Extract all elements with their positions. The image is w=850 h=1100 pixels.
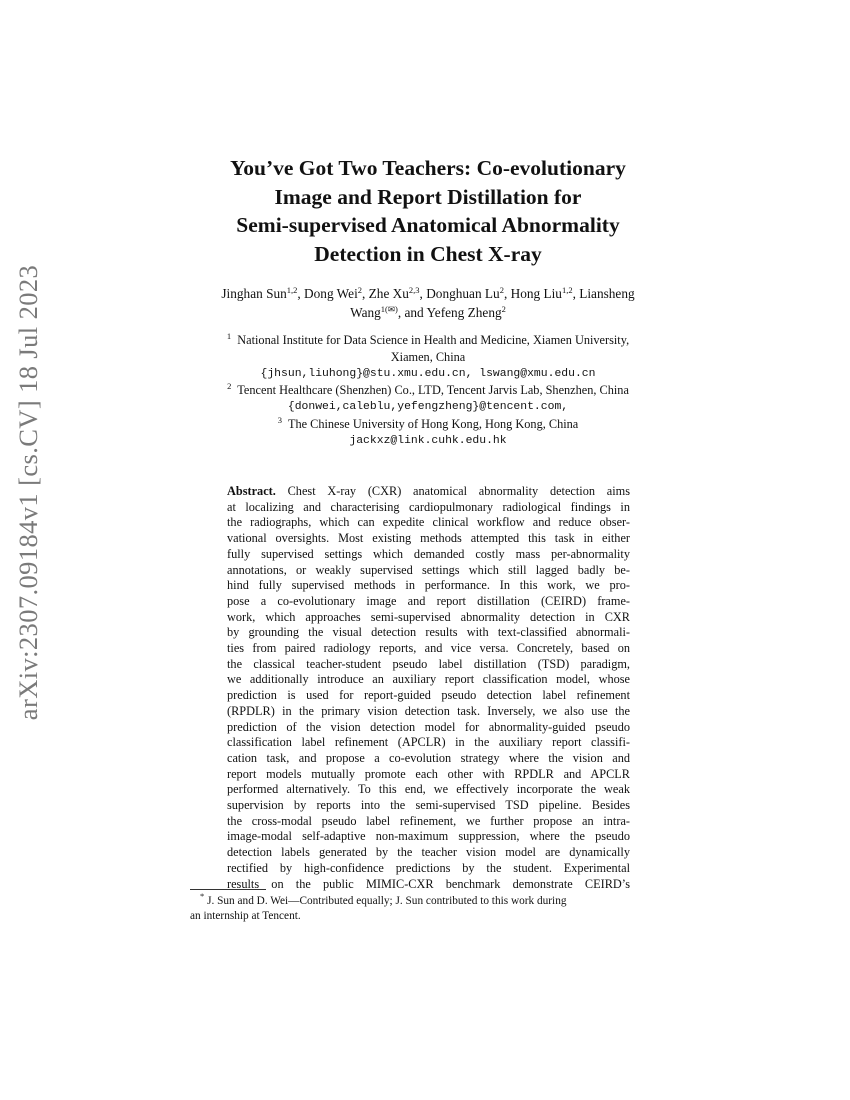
author-name: Donghuan Lu [426, 286, 500, 301]
abstract-line: we additionally introduce an auxiliary report classification model, whose [227, 672, 630, 687]
affiliation-3-mark: 3 [277, 414, 282, 425]
affiliation-3-email: jackxz@link.cuhk.edu.hk [349, 434, 507, 447]
abstract-line: work, which approaches semi-supervised abnormality detection in CXR [227, 609, 630, 624]
affiliation-1-name: National Institute for Data Science in Health and Medicine, Xiamen University, [237, 333, 630, 347]
author-name: Yefeng Zheng [426, 304, 502, 320]
abstract-line: prediction of the vision detection model for abnormality-guided pseudo [227, 719, 630, 734]
abstract-line: image-modal self-adaptive non-maximum suppression, where the pseudo [227, 829, 630, 844]
affiliation-1-email: {jhsun,liuhong}@stu.xmu.edu.cn, lswang@xmu.edu.cn [260, 367, 596, 380]
affiliation-3-line [190, 416, 666, 433]
affiliation-block [190, 332, 666, 450]
author-line [185, 304, 671, 323]
abstract-line: fully supervised settings which demanded costly mass per-abnormality [227, 546, 630, 561]
abstract-line: at localizing and characterising cardiopulmonary radiological findings in [227, 499, 630, 514]
arxiv-identifier-stamp [8, 264, 50, 721]
title-line: You’ve Got Two Teachers: Co-evolutionary [230, 156, 626, 180]
title-line: Semi-supervised Anatomical Abnormality [236, 213, 620, 237]
abstract-line: supervision by reports into the semi-supervised TSD pipeline. Besides [227, 798, 630, 813]
author-affil-mark: 2 [357, 285, 363, 295]
abstract [227, 484, 630, 892]
affiliation-2-name: Tencent Healthcare (Shenzhen) Co., LTD, Tencent Jarvis Lab, Shenzhen, China [237, 383, 629, 398]
abstract-line [227, 484, 630, 500]
abstract-line: prediction is used for report-guided pseudo detection label refinement [227, 688, 630, 703]
affiliation-1-mark: 1 [226, 331, 232, 341]
abstract-line: cation task, and propose a co-evolution strategy where the vision and [227, 750, 630, 765]
footnote [190, 891, 666, 924]
arxiv-identifier-text: arXiv:2307.09184v1 [cs.CV] 18 Jul 2023 [13, 264, 44, 721]
author-affil-mark: 1,2 [286, 285, 298, 295]
author-separator: , [572, 286, 580, 301]
abstract-line: report models mutually promote each other with RPDLR and APCLR [227, 766, 630, 781]
author-separator: , [362, 286, 369, 301]
footnote-line [190, 891, 666, 909]
author-name: Jinghan Sun [221, 286, 287, 301]
author-separator: , [503, 286, 511, 301]
author-line [185, 285, 671, 304]
author-separator: , and [397, 304, 427, 320]
author-separator: , [297, 286, 305, 301]
abstract-line: results on the public MIMIC-CXR benchmark demonstrate CEIRD’s [227, 876, 630, 891]
author-affil-mark: 2 [499, 285, 504, 295]
footnote-text: J. Sun and D. Wei—Contributed equally; J. Sun contributed to this work during [207, 895, 567, 907]
abstract-first-text: Chest X-ray (CXR) anatomical abnormality detection aims [287, 484, 630, 498]
abstract-line: the radiographs, which can expedite clinical workflow and reduce obser- [227, 515, 630, 530]
abstract-line: the cross-modal pseudo label refinement, we further propose an intra- [227, 813, 630, 828]
author-name: Wang [350, 304, 381, 320]
abstract-line: annotations, or weakly supervised settings which still lagged badly be- [227, 562, 630, 577]
affiliation-2-email: {donwei,caleblu,yefengzheng}@tencent.com, [287, 401, 569, 414]
abstract-line: detection labels generated by the teacher vision model are dynamically [227, 845, 630, 860]
author-affil-mark: 1(✉) [380, 303, 398, 314]
footnote-mark: * [200, 891, 205, 901]
author-name: Hong Liu [510, 286, 562, 301]
abstract-line: classification label refinement (APCLR) in the auxiliary report classifi- [227, 735, 630, 750]
affiliation-1-line [190, 332, 666, 349]
abstract-line: vational oversights. Most existing methods attempted this task in either [227, 531, 630, 546]
author-name: Liansheng [579, 286, 635, 301]
author-name: Zhe Xu [368, 286, 409, 301]
abstract-heading: Abstract. [227, 484, 276, 498]
affiliation-2-mark: 2 [227, 381, 232, 392]
footnote-line: an internship at Tencent. [190, 910, 301, 922]
abstract-line: performed alternatively. To this end, we effectively incorporate the weak [227, 782, 630, 797]
abstract-line: pose a co-evolutionary image and report distillation (CEIRD) frame- [227, 593, 630, 608]
author-affil-mark: 1,2 [561, 285, 573, 295]
abstract-line: (RPDLR) in the primary vision detection task. Inversely, we also use the [227, 703, 630, 718]
author-list [185, 285, 671, 322]
footnote-divider [190, 889, 266, 890]
abstract-line: rectified by high-confidence predictions by the student. Experimental [227, 860, 630, 875]
author-affil-mark: 2,3 [408, 285, 420, 295]
paper-title [190, 154, 666, 268]
abstract-line: by grounding the visual detection results with text-classified abnormali- [227, 625, 630, 640]
affiliation-3-name: The Chinese University of Hong Kong, Hong Kong, China [287, 416, 579, 431]
abstract-line: hind fully supervised methods in performance. In this work, we pro- [227, 578, 630, 593]
abstract-line: ties from paired radiology reports, and vice versa. Concretely, based on [227, 641, 630, 656]
abstract-line: the classical teacher-student pseudo label distillation (TSD) paradigm, [227, 656, 630, 671]
title-line: Detection in Chest X-ray [314, 241, 542, 266]
affiliation-1-location: Xiamen, China [390, 349, 466, 364]
affiliation-2-line [190, 382, 666, 399]
author-affil-mark: 2 [501, 303, 506, 314]
author-name: Dong Wei [304, 286, 358, 301]
author-separator: , [419, 286, 427, 301]
title-line: Image and Report Distillation for [274, 184, 582, 209]
